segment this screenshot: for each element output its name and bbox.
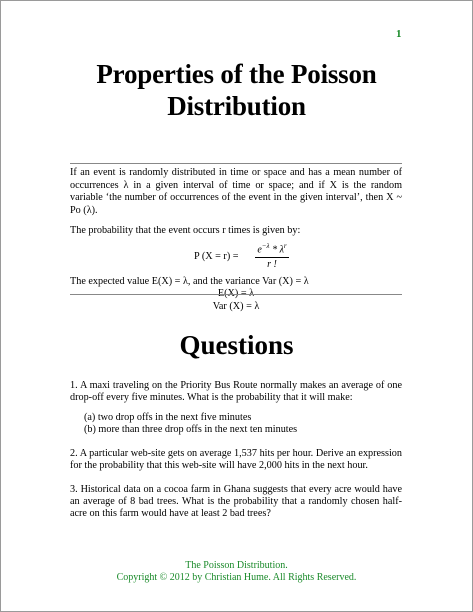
question-2: 2. A particular web-site gets on average 1,537 hits per hour. Derive an expression for the probability that this web-site will have 2,000 hits in the next hour.	[70, 448, 402, 471]
questions-list	[70, 380, 402, 532]
variance-formula: Var (X) = λ	[212, 300, 260, 312]
definition-box	[70, 167, 402, 313]
formula-lambda: * λ	[269, 243, 284, 255]
definition-paragraph: If an event is randomly distributed in time or space and has a mean number of occurrences λ in a given interval of time or space; and if X is the random variable ‘the number of occurrences of the event in the given interval’, then X ~ Po (λ).	[70, 167, 402, 216]
question-1b: (b) more than three drop offs in the next ten minutes	[84, 424, 298, 435]
probability-intro: The probability that the event occurs r times is given by:	[70, 225, 301, 236]
formula-e: e	[257, 243, 262, 255]
expected-value-line: The expected value E(X) = λ, and the variance Var (X) = λ	[70, 275, 309, 287]
formula-exp-lambda: −λ	[261, 241, 270, 250]
formula-fraction	[255, 240, 289, 272]
title-line-2: Distribution	[167, 91, 306, 121]
question-1-text: 1. A maxi traveling on the Priority Bus Route normally makes an average of one drop-off every five minutes. What is the probability that it will make:	[70, 380, 402, 403]
formula-denominator: r !	[267, 259, 277, 271]
divider-top	[70, 163, 402, 164]
question-3: 3. Historical data on a cocoa farm in Ghana suggests that every acre would have an average of 8 bad trees. What is the probability that a randomly chosen half-acre on this farm would have at least 2 bad trees?	[70, 484, 402, 519]
formula-lhs: P (X = r) =	[194, 250, 239, 262]
formula-numerator	[255, 240, 289, 257]
footer-copyright: Copyright © 2012 by Christian Hume. All Rights Reserved.	[116, 572, 357, 583]
divider-bottom	[70, 294, 402, 295]
questions-heading: Questions	[179, 330, 294, 360]
page-title	[0, 58, 473, 122]
formula-exp-r: r	[283, 241, 287, 250]
page-number: 1	[396, 28, 402, 40]
page-footer	[0, 560, 473, 584]
question-1	[70, 380, 402, 436]
poisson-formula	[70, 240, 402, 276]
fraction-bar	[255, 257, 289, 258]
footer-line-1: The Poisson Distribution.	[185, 560, 288, 571]
title-line-1: Properties of the Poisson	[96, 59, 377, 89]
expected-value-formula: E(X) = λ	[217, 288, 255, 299]
question-1a: (a) two drop offs in the next five minutes	[84, 412, 252, 423]
